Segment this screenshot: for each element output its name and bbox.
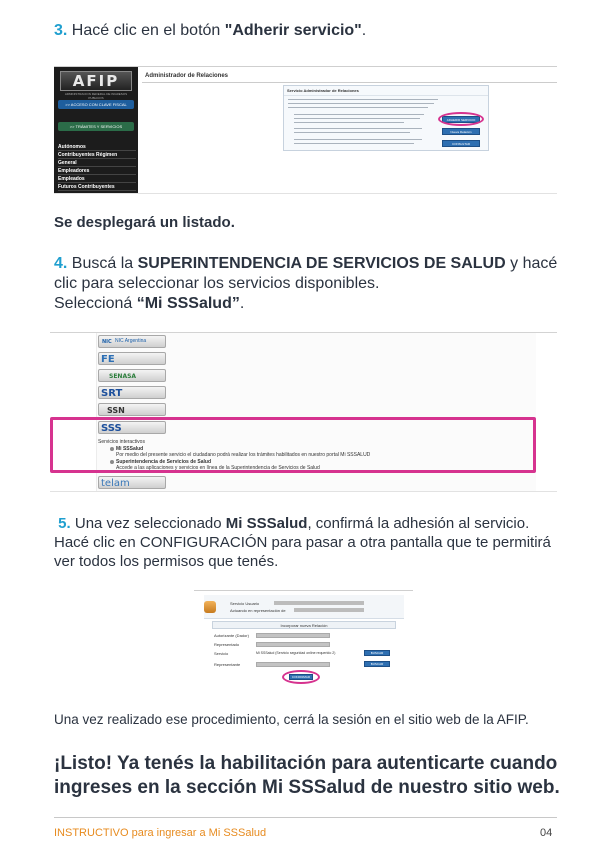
confirm-screenshot [194, 590, 413, 692]
logo-tag: SSN [107, 406, 125, 415]
panel-title: Servicio Administrador de Relaciones [284, 86, 488, 96]
text-line [288, 99, 438, 100]
afip-menu [58, 143, 136, 191]
step-5-text: Una vez seleccionado [70, 515, 226, 532]
step-4-text: y hacé clic para seleccionar los servicios disponibles. [54, 255, 558, 292]
step-5-instruction [54, 514, 564, 571]
redacted-representation [294, 608, 364, 612]
highlight-oval [438, 112, 484, 126]
text-line [294, 118, 420, 119]
logo-tag: FE [101, 354, 115, 365]
superintendencia-link[interactable]: Superintendencia de Servicios de Salud [116, 459, 212, 465]
representation-label: Actuando en representación de [230, 608, 286, 613]
text-line [294, 132, 410, 133]
step-5-service: Mi SSSalud [225, 515, 308, 532]
closing-text: Una vez realizado ese procedimiento, cerrá la sesión en el sitio web de la AFIP. [54, 712, 529, 727]
text-line [294, 139, 422, 140]
representante-field[interactable] [256, 662, 330, 667]
footer-divider [54, 817, 557, 818]
afip-page-title: Administrador de Relaciones [145, 73, 229, 79]
step-5-text: , confirmá la adhesión al servicio. [307, 515, 530, 532]
logo-tag: SENASA [109, 373, 137, 380]
highlight-oval [282, 670, 320, 684]
text-line [288, 103, 434, 104]
user-avatar-icon [204, 601, 216, 613]
superintendencia-description: Accede a las aplicaciones y servicios en línea de la Superintendencia de Servicios de Salud [116, 465, 320, 471]
step-3-period: . [361, 22, 367, 39]
adherir-servicio-button[interactable]: ADHERIR SERVICIO [442, 116, 480, 123]
text-line [294, 128, 422, 129]
bullet-icon [110, 460, 114, 464]
step-3-button-name: "Adherir servicio" [224, 22, 362, 39]
logo-tag: SSS [101, 423, 122, 434]
step-3-instruction [54, 22, 366, 40]
text-line [294, 114, 424, 115]
tramites-button[interactable]: >> TRÁMITES Y SERVICIOS [58, 122, 134, 131]
field-label: Servicio [214, 651, 229, 656]
service-logo-ssn[interactable] [98, 403, 166, 416]
autorizante-field [256, 633, 330, 638]
clave-fiscal-button[interactable]: >> ACCESO CON CLAVE FISCAL [58, 100, 134, 109]
representado-field[interactable] [256, 642, 330, 647]
divider [142, 82, 557, 83]
form-title: Incorporar nueva Relación [212, 621, 396, 629]
user-header [204, 595, 404, 619]
services-list-screenshot [50, 332, 557, 492]
redacted-user [274, 601, 364, 605]
step-4-service: “Mi SSSalud” [136, 295, 240, 312]
nueva-relacion-button[interactable]: Nueva Relación [442, 128, 480, 135]
service-logo-senasa[interactable] [98, 369, 166, 382]
confirmar-button[interactable]: CONFIRMAR [289, 674, 313, 680]
step-4-number: 4. [54, 255, 68, 272]
field-label: Representado [214, 642, 240, 647]
final-message: ¡Listo! Ya tenés la habilitación para autenticarte cuando ingreses en la sección Mi SSSalud de nuestro sitio web. [54, 753, 560, 798]
mi-sssalud-link[interactable]: Mi SSSalud [116, 446, 144, 452]
text-line [294, 143, 414, 144]
afip-menu-item[interactable]: General [58, 159, 136, 167]
afip-screenshot [54, 66, 557, 194]
step-4-text: Seleccioná [54, 295, 137, 312]
step-5-text: Hacé clic en CONFIGURACIÓN para pasar a otra pantalla que te permitirá ver todos los permisos que tenés. [54, 534, 551, 570]
afip-menu-item[interactable]: Empleados [58, 175, 136, 183]
service-logo-nic[interactable] [98, 335, 166, 348]
step-4-text: Buscá la [67, 255, 138, 272]
field-label: Representante [214, 662, 241, 667]
service-logo-fe[interactable] [98, 352, 166, 365]
text-line [294, 122, 404, 123]
service-logo-telam[interactable] [98, 476, 166, 489]
step-5-number: 5. [58, 515, 71, 532]
consultar-button[interactable]: CONSULTAR [442, 140, 480, 147]
afip-logo: AFIP [60, 71, 132, 91]
buscar-representante-button[interactable]: BUSCAR [364, 661, 390, 667]
field-label: Autorizante (Dador) [214, 633, 249, 638]
afip-menu-item[interactable]: Futuros Contribuyentes [58, 183, 136, 191]
step-3-number: 3. [54, 22, 68, 39]
mi-sssalud-description: Por medio del presente servicio el ciudadano podrá realizar los trámites habilitados en nuestro portal Mi SSSALUD [116, 452, 371, 458]
user-label: Servicio Usuario [230, 601, 260, 606]
logo-label: NIC Argentina [115, 338, 147, 344]
interactive-services-title: Servicios interactivos [98, 439, 145, 445]
logo-tag: SRT [101, 388, 123, 399]
step-4-entity: SUPERINTENDENCIA DE SERVICIOS DE SALUD [137, 255, 506, 272]
text-line [288, 107, 428, 108]
page-number: 04 [540, 827, 553, 839]
bullet-icon [110, 447, 114, 451]
logo-tag: NIC [102, 339, 112, 345]
step-4-instruction [54, 254, 564, 314]
footer-label: INSTRUCTIVO para ingresar a Mi SSSalud [54, 827, 267, 839]
buscar-servicio-button[interactable]: BUSCAR [364, 650, 390, 656]
servicio-value: Mi SSSalud (Servicio seguridad online requerido 2) [256, 651, 336, 655]
service-logo-srt[interactable] [98, 386, 166, 399]
afip-menu-item[interactable]: Contribuyentes Régimen [58, 151, 136, 159]
afip-logo-subtitle: ADMINISTRACION FEDERAL DE INGRESOS PUBLICOS [64, 92, 128, 100]
afip-menu-item[interactable]: Empleadores [58, 167, 136, 175]
step-3-text: Hacé clic en el botón [67, 22, 225, 39]
logo-tag: telam [101, 478, 130, 489]
list-intro-text: Se desplegará un listado. [54, 214, 235, 231]
step-4-period: . [239, 295, 245, 312]
afip-sidebar [54, 67, 138, 194]
afip-menu-item[interactable]: Autónomos [58, 143, 136, 151]
afip-service-panel [283, 85, 489, 151]
